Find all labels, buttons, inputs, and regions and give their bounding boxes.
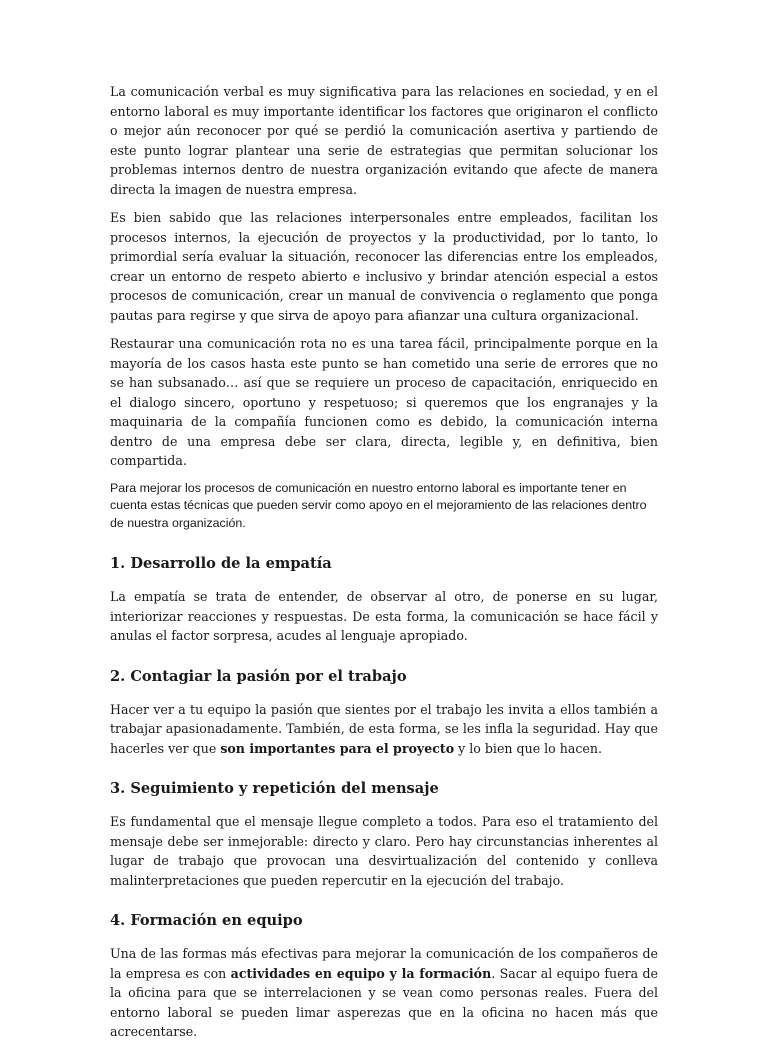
document-page: [110, 82, 658, 1042]
section-body-seguimiento: Es fundamental que el mensaje llegue completo a todos. Para eso el tratamiento del mensaje debe ser inmejorable: directo y claro. Pero hay circunstancias inherentes al lugar de trabajo que provocan una desvirtualización del contenido y conlleva malinterpretaciones que pueden repercutir en la ejecución del trabajo.: [110, 814, 658, 888]
intro-paragraph-3: Restaurar una comunicación rota no es una tarea fácil, principalmente porque en la mayoría de los casos hasta este punto se han cometido una serie de errores que no se han subsanado… así que se requiere un proceso de capacitación, enriquecido en el dialogo sincero, oportuno y respetuoso; si queremos que los engranajes y la maquinaria de la compañía funcionen como es debido, la comunicación interna dentro de una empresa debe ser clara, directa, legible y, en definitiva, bien compartida.: [110, 336, 658, 468]
section-body-formacion-bold: actividades en equipo y la formación: [230, 965, 492, 981]
section-body-pasion-text-1: Hacer ver a tu equipo la pasión que sientes por el trabajo les invita a ellos también a trabajar apasionadamente. También, de esta forma, se les infla la seguridad. Hay que hacerles ver que: [110, 701, 658, 756]
section-body-pasion: [110, 700, 658, 759]
section-heading-empatia: 1. Desarrollo de la empatía: [110, 555, 332, 572]
section-heading-pasion: 2. Contagiar la pasión por el trabajo: [110, 667, 407, 685]
section-body-pasion-bold: son importantes para el proyecto: [220, 740, 455, 756]
section-body-pasion-text-2: y lo bien que lo hacen.: [454, 740, 602, 756]
intro-paragraph-1: La comunicación verbal es muy significativa para las relaciones en sociedad, y en el entorno laboral es muy importante identificar los factores que originaron el conflicto o mejor aún reconocer por qué se perdió la comunicación asertiva y partiendo de este punto lograr plantear una serie de estrategias que permitan solucionar los problemas internos dentro de nuestra organización evitando que afecte de manera directa la imagen de nuestra empresa.: [110, 84, 658, 197]
section-heading-seguimiento: 3. Seguimiento y repetición del mensaje: [110, 780, 439, 797]
section-body-formacion: [110, 944, 658, 1042]
section-body-formacion-text-2: . Sacar al equipo fuera de la oficina para que se interrelacionen y se vean como personas reales. Fuera del entorno laboral se pueden limar asperezas que en la oficina no hacen más que acrecentarse.: [110, 965, 659, 1039]
intro-paragraph-4: Para mejorar los procesos de comunicación en nuestro entorno laboral es importante tener en cuenta estas técnicas que pueden servir como apoyo en el mejoramiento de las relaciones dentro de nuestra organización.: [110, 480, 647, 530]
section-body-formacion-text-1: Una de las formas más efectivas para mejorar la comunicación de los compañeros de la empresa es con: [110, 946, 658, 981]
section-body-empatia: La empatía se trata de entender, de observar al otro, de ponerse en su lugar, interiorizar reacciones y respuestas. De esta forma, la comunicación se hace fácil y anulas el factor sorpresa, acudes al lenguaje apropiado.: [110, 589, 658, 643]
section-heading-formacion: 4. Formación en equipo: [110, 912, 303, 929]
intro-paragraph-2: Es bien sabido que las relaciones interpersonales entre empleados, facilitan los procesos internos, la ejecución de proyectos y la productividad, por lo tanto, lo primordial sería evaluar la situación, reconocer las diferencias entre los empleados, crear un entorno de respeto abierto e inclusivo y brindar atención especial a estos procesos de comunicación, crear un manual de convivencia o reglamento que ponga pautas para regirse y que sirva de apoyo para afianzar una cultura organizacional.: [110, 210, 658, 323]
